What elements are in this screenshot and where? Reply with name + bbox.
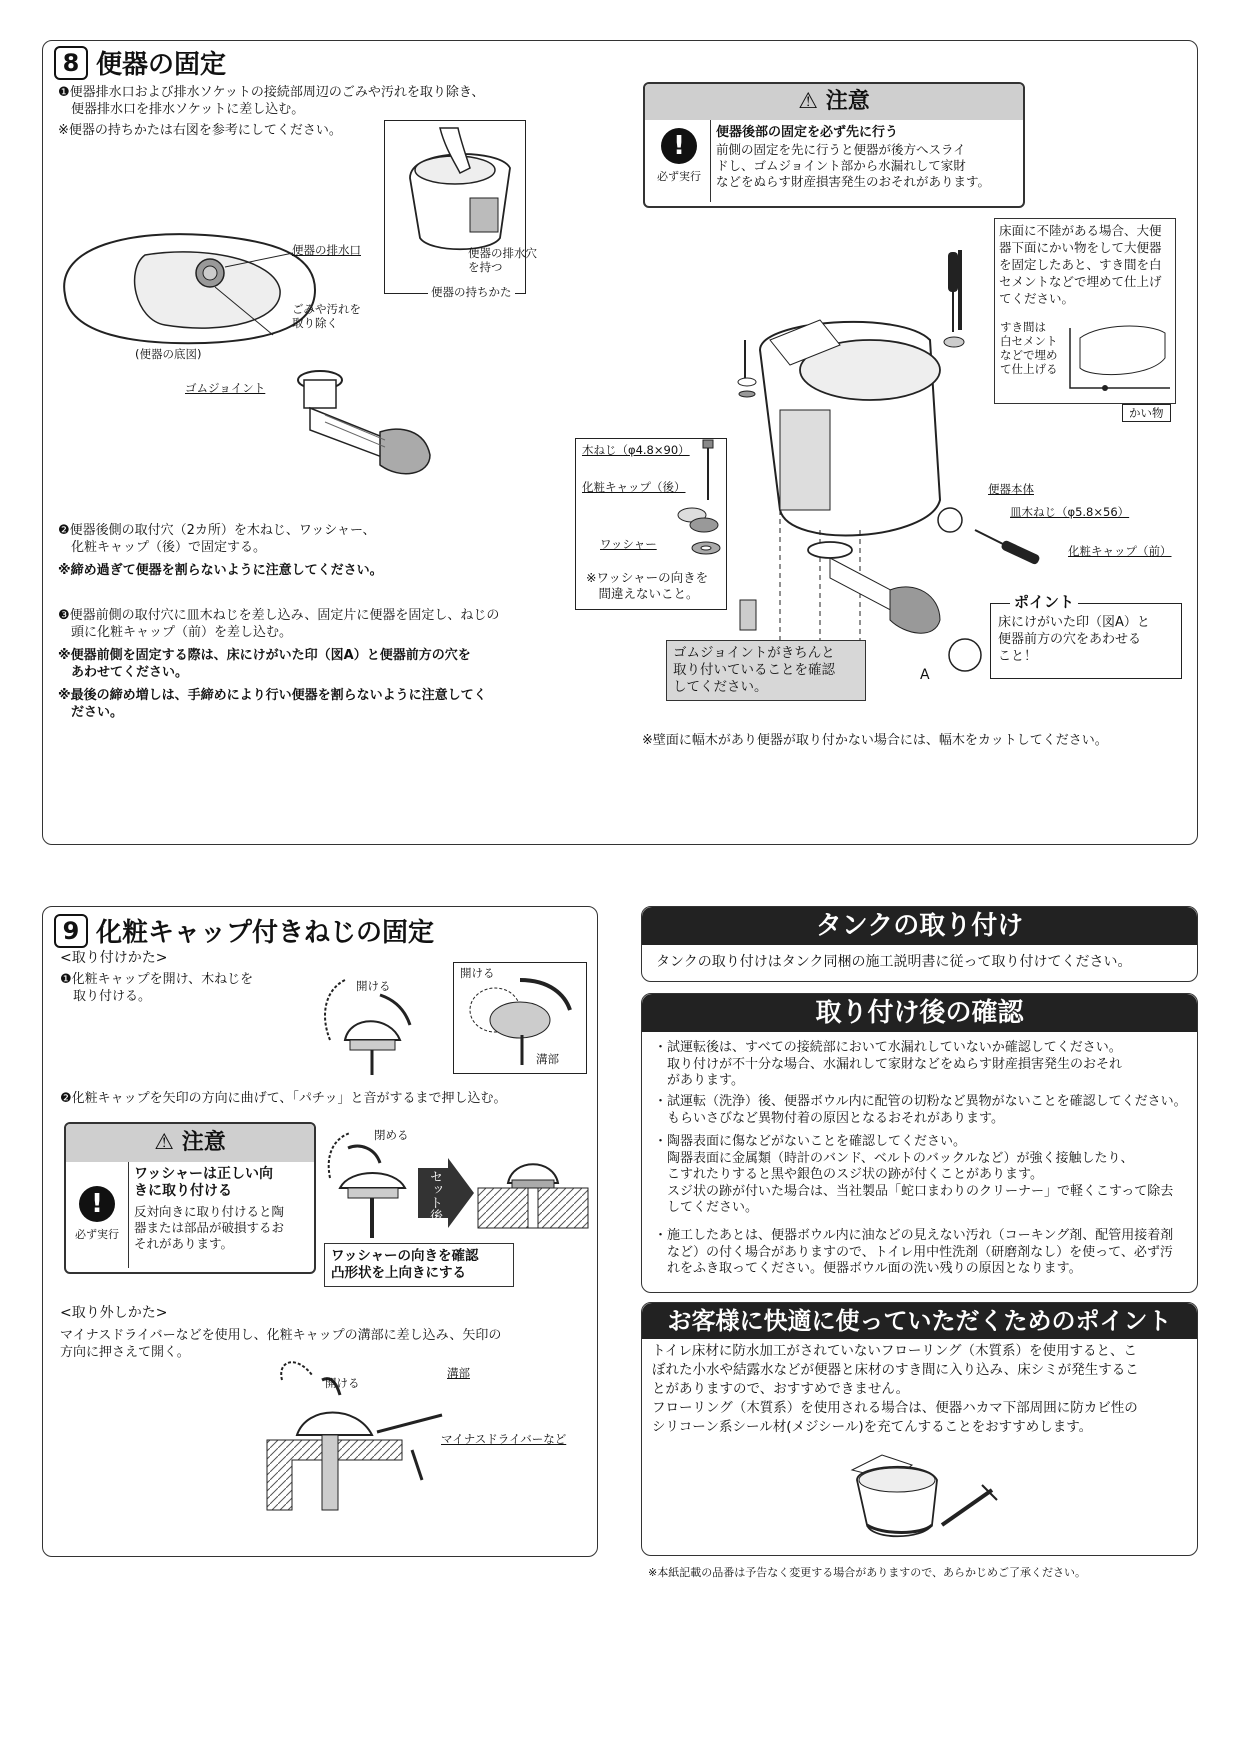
tank-banner: タンクの取り付け — [642, 907, 1197, 945]
label-cap-front: 化粧キャップ（前） — [1068, 544, 1172, 558]
check-banner: 取り付け後の確認 — [642, 994, 1197, 1032]
must-do-badge — [68, 1186, 126, 1242]
sec8-step1: ❶便器排水口および排水ソケットの接続部周辺のごみや汚れを取り除き、 便器排水口を排水ソケットに差し込む。 — [58, 85, 485, 117]
exclamation-icon: ! — [661, 128, 697, 164]
washer-check-box: ワッシャーの向きを確認 凸形状を上向きにする — [324, 1243, 514, 1287]
caution-divider — [710, 120, 711, 202]
how-to-attach-heading: <取り付けかた> — [60, 950, 168, 966]
sec8-note3: ※便器前側を固定する際は、床にけがいた印（図A）と便器前方の穴を あわせてください。 — [58, 648, 471, 680]
warning-triangle-icon: ⚠ — [798, 89, 819, 114]
label-groove-2: 溝部 — [447, 1366, 470, 1380]
floor-note-text: 床面に不陸がある場合、大便 器下面にかい物をして大便器 を固定したあと、すき間を白 セメントなどで埋めて仕上げ てください。 — [999, 223, 1162, 306]
sec8-note4: ※最後の締め増しは、手締めにより行い便器を割らないように注意してく ださい。 — [58, 688, 487, 720]
label-clean: ごみや汚れを 取り除く — [292, 302, 361, 330]
label-A: A — [920, 667, 930, 683]
must-do-badge — [650, 128, 708, 184]
label-close: 閉める — [374, 1128, 409, 1142]
label-driver: マイナスドライバーなど — [441, 1432, 567, 1446]
sec8-step2: ❷便器後側の取付穴（2カ所）を木ねじ、ワッシャー、 化粧キャップ（後）で固定する。 — [58, 523, 376, 555]
section-number: 8 — [54, 46, 88, 80]
must-do-label: 必ず実行 — [657, 170, 701, 183]
sec9-step1: ❶化粧キャップを開け、木ねじを 取り付ける。 — [60, 972, 254, 1004]
bowl-hold-illustration — [400, 128, 520, 258]
point-title: ポイント — [1010, 594, 1078, 611]
washer-icon — [688, 538, 728, 560]
sec8-note2: ※締め過ぎて便器を割らないように注意してください。 — [58, 563, 383, 578]
caution-body: 反対向きに取り付けると陶 器または部品が破損するお それがあります。 — [134, 1204, 285, 1251]
comfort-banner: お客様に快適に使っていただくためのポイント — [642, 1303, 1197, 1339]
sec8-step3: ❸便器前側の取付穴に皿木ねじを差し込み、固定片に便器を固定し、ねじの 頭に化粧キャップ（前）を差し込む。 — [58, 608, 500, 640]
caution-title: 注意 — [181, 1130, 226, 1155]
point-body: 床にけがいた印（図A）と 便器前方の穴をあわせる こと！ — [998, 615, 1150, 664]
label-gum-joint: ゴムジョイント — [185, 381, 266, 395]
check-item: ・陶器表面に傷などがないことを確認してください。 陶器表面に金属類（時計のバンド、ベルトのバックルなど）が強く接触したり、 こすれたりすると黒や銀色のスジ状の跡が付くことがあります。 スジ状の跡が付いた場合は、当社製品「蛇口まわりのクリーナー」で軽くこすって除去 してください。 — [654, 1134, 1174, 1215]
label-open-3: 開ける — [325, 1376, 360, 1390]
label-washer: ワッシャー — [600, 537, 657, 551]
sec8-note1: ※便器の持ちかたは右図を参考にしてください。 — [58, 123, 342, 138]
sec9-step2: ❷化粧キャップを矢印の方向に曲げて、「パチッ」と音がするまで押し込む。 — [60, 1091, 507, 1106]
cap-set-illustration — [478, 1148, 588, 1228]
label-toilet-body: 便器本体 — [988, 482, 1034, 496]
caution-header — [645, 84, 1023, 120]
shim-detail-illustration — [1060, 318, 1174, 402]
check-item: ・試運転後は、すべての接続部において水漏れしていないか確認してください。 取り付けが不十分な場合、水漏れして家財などをぬらす財産損害発生のおそれ があります。 — [654, 1040, 1123, 1088]
baseboard-note: ※壁面に幅木があり便器が取り付かない場合には、幅木をカットしてください。 — [642, 733, 1108, 748]
screw-parts-illustration — [675, 340, 755, 410]
check-item: ・施工したあとは、便器ボウル内に油などの見えない汚れ（コーキング剤、配管用接着剤 など）の付く場合がありますので、トイレ用中性洗剤（研磨剤なし）を使って、必ず汚 れをふき取ってください。便器ボウル面の洗い残りの原因となります。 — [654, 1228, 1174, 1276]
how-to-remove-heading: <取り外しかた> — [60, 1305, 168, 1321]
cap-rear-icon — [672, 500, 722, 540]
caution-headline: ワッシャーは正しい向 きに取り付ける — [134, 1166, 274, 1199]
check-item: ・試運転（洗浄）後、便器ボウル内に配管の切粉など異物がないことを確認してください。 もらいさびなど異物付着の原因となるおそれがあります。 — [654, 1094, 1187, 1126]
drain-socket-illustration — [280, 360, 450, 490]
screwdriver-front-illustration — [975, 525, 1055, 565]
label-hold-hole: 便器の排水穴 を持つ — [468, 246, 537, 274]
section-9-title — [54, 912, 434, 949]
exclamation-icon: ! — [79, 1186, 115, 1222]
label-bottom-view: (便器の底図) — [135, 347, 202, 361]
toilet-sealant-illustration — [842, 1440, 1002, 1545]
label-shim: かい物 — [1122, 404, 1171, 422]
label-flat-screw: 皿木ねじ（φ5.8×56） — [1010, 505, 1130, 519]
caution-header — [66, 1124, 314, 1162]
comfort-text: トイレ床材に防水加工がされていないフローリング（木質系）を使用すると、こ ぼれた小水や結露水などが便器と床材のすき間に入り込み、床シミが発生するこ とがありますので、おすすめできません。 フローリング（木質系）を使用される場合は、便器ハカマ下部周囲に防カビ性の シリコーン系シール材(メジシール)を充てんすることをおすすめします。 — [652, 1343, 1139, 1435]
section-number: 9 — [54, 914, 88, 948]
footer-note: ※本紙記載の品番は予告なく変更する場合がありますので、あらかじめご了承ください。 — [648, 1566, 1086, 1579]
caution-divider — [128, 1162, 129, 1268]
label-open-2: 開ける — [460, 966, 495, 980]
must-do-label: 必ず実行 — [75, 1228, 119, 1241]
remove-text: マイナスドライバーなどを使用し、化粧キャップの溝部に差し込み、矢印の 方向に押さえて開く。 — [60, 1328, 502, 1360]
screwdriver-rear-illustration — [940, 252, 970, 362]
label-open-1: 開ける — [356, 979, 391, 993]
caution-body: 前側の固定を先に行うと便器が後方へスライ ドし、ゴムジョイント部から水漏れして家財 などをぬらす財産損害発生のおそれがあります。 — [716, 142, 991, 189]
wood-screw-icon — [698, 440, 718, 500]
caution-title: 注意 — [825, 89, 870, 114]
label-wood-screw: 木ねじ（φ4.8×90） — [582, 443, 690, 457]
tank-text: タンクの取り付けはタンク同梱の施工説明書に従って取り付けてください。 — [656, 954, 1132, 970]
section-8-title — [54, 44, 226, 81]
label-gap-cement: すき間は 白セメント などで埋め て仕上げる — [1000, 320, 1058, 376]
label-how-to-hold: 便器の持ちかた — [428, 285, 515, 299]
warning-triangle-icon: ⚠ — [154, 1130, 175, 1155]
cap-close-illustration — [320, 1128, 430, 1238]
section-title-text: 化粧キャップ付きねじの固定 — [96, 918, 435, 948]
label-washer-note: ※ワッシャーの向きを 間違えないこと。 — [586, 570, 709, 601]
label-cap-rear: 化粧キャップ（後） — [582, 480, 686, 494]
caution-headline: 便器後部の固定を必ず先に行う — [716, 125, 899, 140]
label-set-after: セット後 — [427, 1170, 442, 1222]
section-title-text: 便器の固定 — [96, 50, 227, 80]
label-outlet: 便器の排水口 — [292, 243, 361, 257]
gum-check-box: ゴムジョイントがきちんと 取り付いていることを確認 してください。 — [666, 640, 866, 701]
cap-detail-illustration — [460, 975, 580, 1070]
label-groove-1: 溝部 — [536, 1052, 559, 1066]
